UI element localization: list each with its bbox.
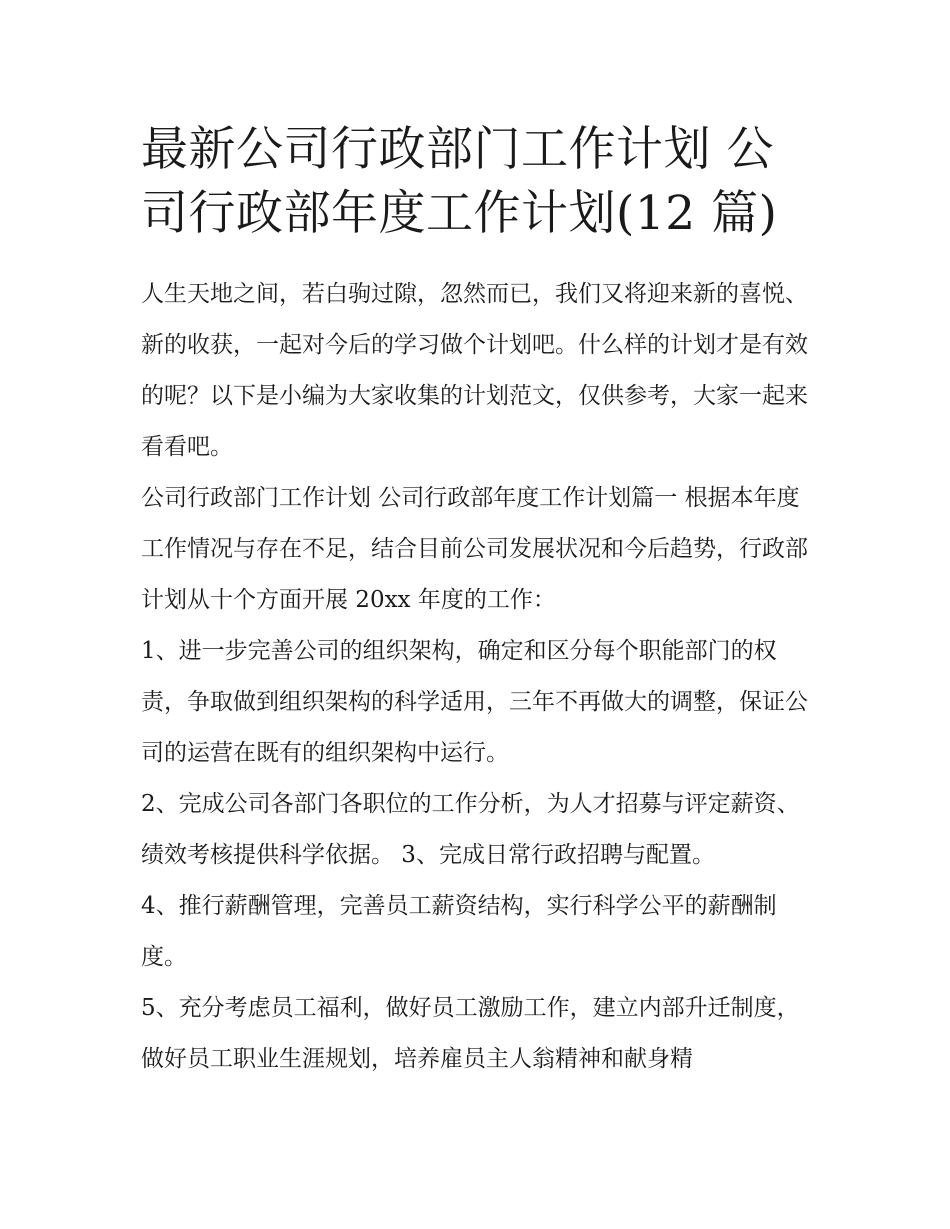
list-item: 5、充分考虑员工福利，做好员工激励工作，建立内部升迁制度，做好员工职业生涯规划，培养雇员主人翁精神和献身精 (141, 995, 800, 1072)
body-paragraph: 公司行政部门工作计划 公司行政部年度工作计划篇一 根据本年度工作情况与存在不足，结合目前公司发展状况和今后趋势，行政部计划从十个方面开展 20xx 年度的工作： (141, 485, 808, 613)
intro-paragraph: 人生天地之间，若白驹过隙，忽然而已，我们又将迎来新的喜悦、新的收获，一起对今后的学习做个计划吧。什么样的计划才是有效的呢？以下是小编为大家收集的计划范文，仅供参考，大家一起来看看吧。 (141, 281, 808, 460)
list-item: 4、推行薪酬管理，完善员工薪资结构，实行科学公平的薪酬制度。 (141, 893, 777, 970)
document-page (141, 118, 811, 1085)
list-item: 2、完成公司各部门各职位的工作分析，为人才招募与评定薪资、绩效考核提供科学依据。 3、完成日常行政招聘与配置。 (141, 791, 800, 868)
document-title: 最新公司行政部门工作计划 公司行政部年度工作计划(12 篇) (141, 122, 778, 241)
list-item: 1、进一步完善公司的组织架构，确定和区分每个职能部门的权责，争取做到组织架构的科学适用，三年不再做大的调整，保证公司的运营在既有的组织架构中运行。 (141, 638, 808, 766)
